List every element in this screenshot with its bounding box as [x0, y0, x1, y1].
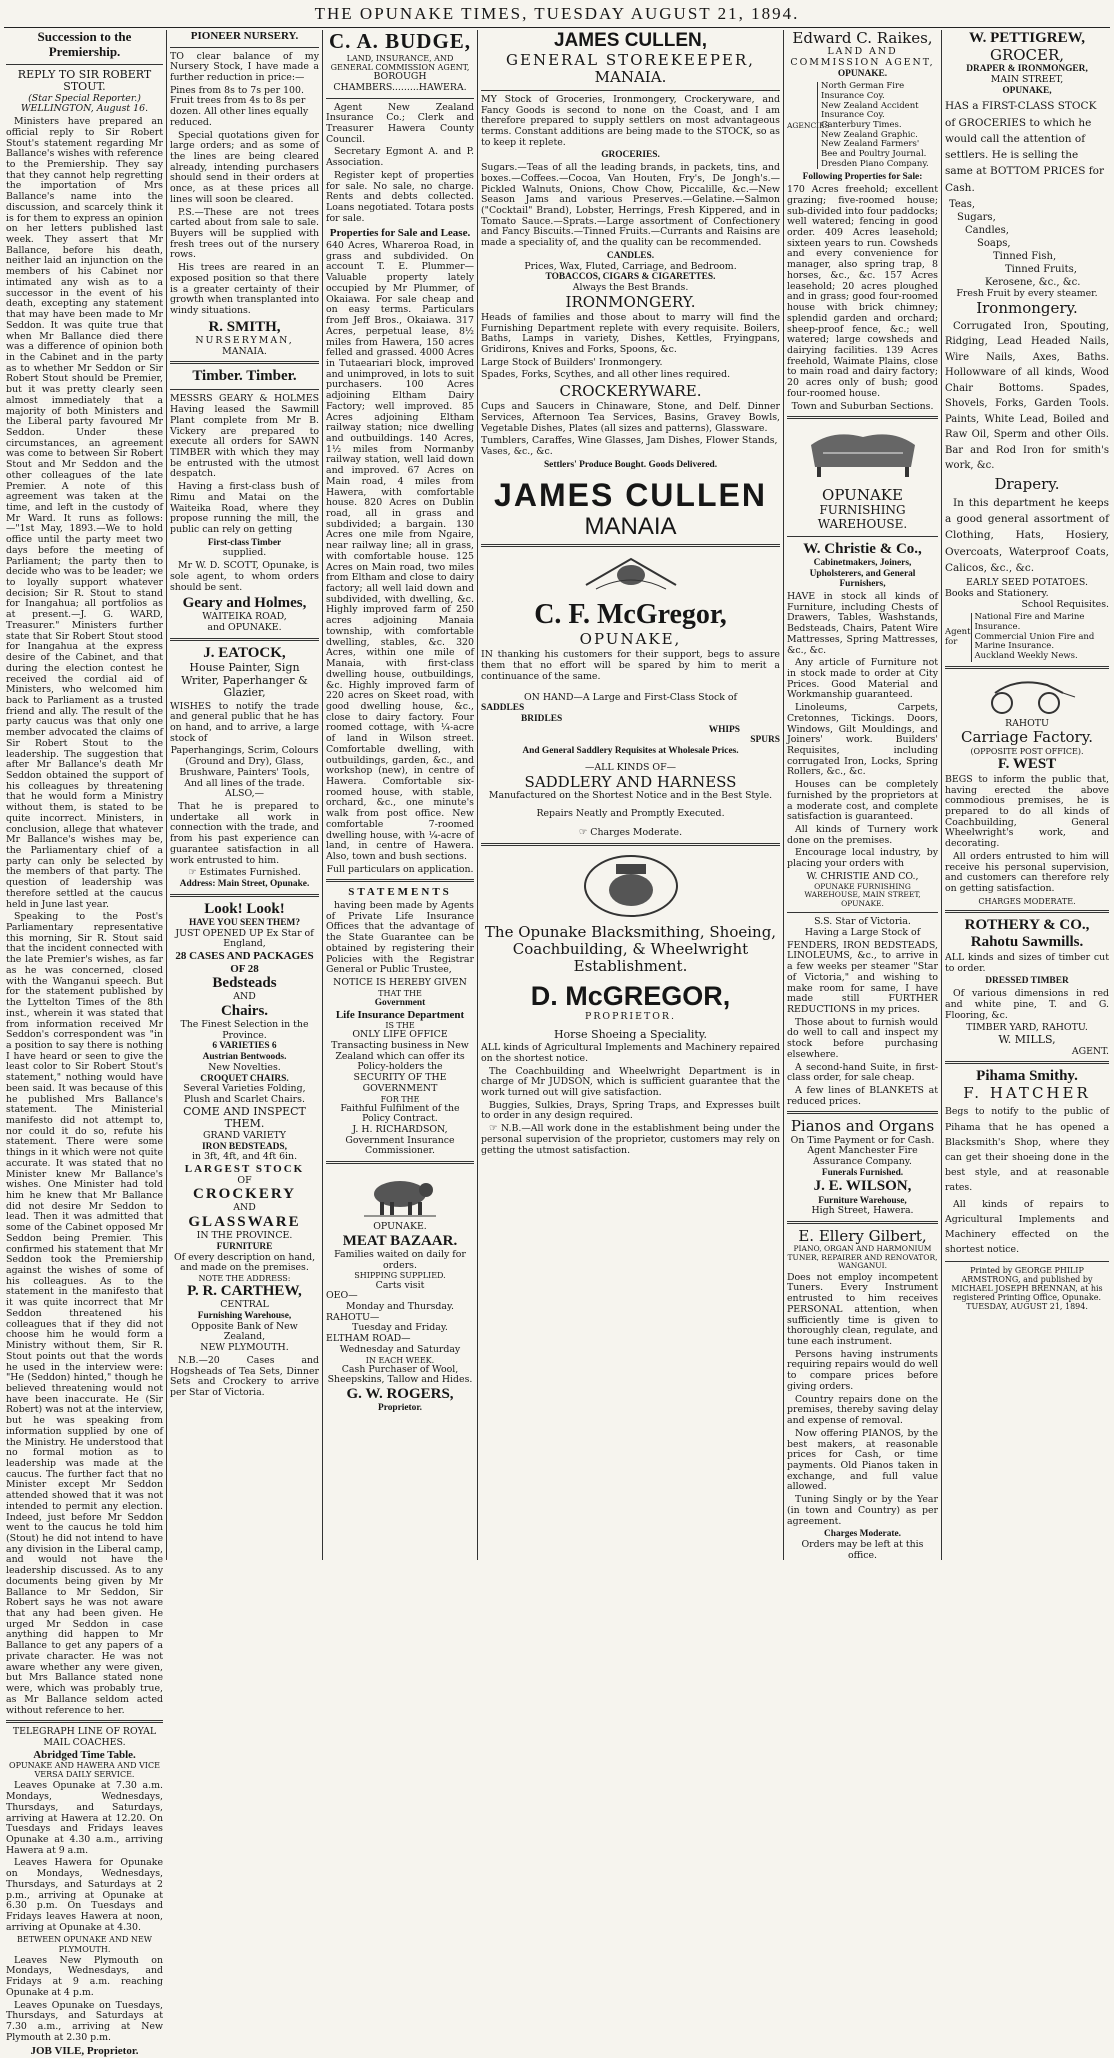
raikes-agencies: [787, 82, 938, 169]
rogers-name: G. W. ROGERS,: [346, 1386, 454, 1403]
article-source: (Star Special Reporter.): [28, 92, 141, 104]
dmcgregor-role: PROPRIETOR.: [585, 1010, 676, 1022]
coach-text: Leaves Opunake on Tuesdays, Thursdays, and Saturdays at 7.30 a.m., arriving at New Plymouth at 2.30 p.m.: [6, 1999, 163, 2043]
pettigrew-grocer: GROCER,: [989, 46, 1065, 65]
masthead: THE OPUNAKE TIMES, TUESDAY AUGUST 21, 1894.: [314, 4, 800, 23]
list-item: Sugars,: [957, 211, 996, 223]
article-paragraph: Ministers have prepared an official reply to Sir Robert Stout's statement regarding Mr Ballance's wishes with reference to the Premiership. They say that they cannot help regretting the importation of Mrs Ballance's name into the discussion, and scarcely think it is for them to express an opinion on her letters published last week. They assert that Mr Ballance, before his death, neither laid an injunction on the members of his Cabinet nor intimated any wish as to a successor in the event of his death, excepting any statement that may have been made to Mr Seddon. It was quite true that when Mr Ballance died there was a difference of opinion both in the Cabinet and in the party as to whether Mr Seddon or Sir Robert Stout should be Premier, but it was pretty clearly seen almost immediately that a majority of both Ministers and the Liberal party favoured Mr Seddon. Under these circumstances, an agreement was come to between Sir Robert Stout and Mr Seddon and the other colleagues of the late Premier. A note of this agreement was taken at the time, and left in the custody of Mr Ward. It runs as follows:—"1st May, 1893.—We to hold office until the party meet two days before the meeting of Parliament; the party then to decide who was to be leader; we to loyally support whatever decision; Sir R. Stout to stand for Inangahua; all portfolios as at present.—J. G. WARD, Treasurer." Ministers further state that Sir Robert Stout stood for Inangahua at the express desire of the Cabinet, and that during the election contest he received the cordial aid of Ministers, who welcomed him back to Parliament as a trusted friend and ally. The result of the party caucus was that only one member advocated the claims of Sir Robert Stout to the leadership. The suggestion that after Mr Ballance's death Mr Seddon obtained the support of his colleagues by threatening that he would form a Ministry without them, is stated to be quite incorrect. Ministers, in conclusion, allege that whatever Mr Ballance's wishes may be, the Parliamentary chief of a party can only be selected by the members of that party. The question of leadership was therefore settled at the caucus held in June last year.: [6, 116, 163, 910]
ad-text: Mr W. D. SCOTT, Opunake, is sole agent, to whom orders should be sent.: [170, 560, 319, 593]
ad-text: Full particulars on application.: [326, 863, 474, 875]
ad-text: MESSRS GEARY & HOLMES Having leased the Sawmill Plant complete from Mr B. Vickery are prepared to execute all orders for SAWN TIMBER with which they may be entrusted with the utmost despatch.: [170, 393, 319, 480]
west-name: F. WEST: [997, 755, 1057, 772]
ad-text: And General Saddlery Requisites at Wholesale Prices.: [522, 746, 739, 757]
ad-text: Buggies, Sulkies, Drays, Spring Traps, and Expresses built to order in any design required.: [481, 1099, 780, 1122]
ad-text: Several Varieties Folding, Plush and Scarlet Chairs.: [183, 1083, 306, 1106]
ad-text: CENTRAL: [220, 1299, 269, 1311]
agency-item: New Zealand Accident Insurance Coy.: [821, 100, 919, 121]
ad-text: Families waited on daily for orders.: [334, 1249, 466, 1271]
ad-text: RAHOTU—: [326, 1311, 380, 1323]
column-rule: [941, 30, 942, 1560]
ad-text: NOTICE IS HEREBY GIVEN: [333, 977, 467, 988]
coach-text: Leaves New Plymouth on Mondays, Wednesdays, and Fridays at 9 a.m. reaching Opunake at 4 p.m.: [6, 1954, 163, 1998]
ad-text: Large Stock of Builders' Ironmongery.: [481, 356, 663, 368]
list-item: Tinned Fruits,: [1005, 263, 1077, 275]
ad-text: W. MILLS,: [998, 1033, 1056, 1047]
ad-text: TO clear balance of my Nursery Stock, I have made a further reduction in price:—: [170, 50, 319, 83]
ad-text: Bedsteads: [212, 975, 277, 992]
coach-signature: JOB VILE, Proprietor.: [30, 2045, 139, 2058]
ad-text: BEGS to inform the public that, having erected the above commodious premises, he is prepared to do all kinds of Coachbuilding, General Wheelwright's work, and decorating.: [945, 773, 1109, 850]
pointing-hand-icon: ☞: [188, 867, 200, 879]
coach-text: Leaves Opunake at 7.30 a.m. Mondays, Wednesdays, Thursdays, and Saturdays, arriving at Hawera at 12.20. On Tuesdays and Fridays leaves Opunake at 4.30 a.m., arriving Hawera at 9 a.m.: [6, 1780, 163, 1856]
ad-text: and OPUNAKE.: [207, 622, 282, 634]
ad-text: Of various dimensions in red and white pine, T. and G. Flooring, &c.: [945, 988, 1109, 1021]
west-place: RAHOTU: [1005, 717, 1049, 729]
ad-text: THAT THE: [378, 988, 422, 998]
ad-text: Register kept of properties for sale. No sale, no charge. Rents and debts collected. Loans negotiated. Totara posts for sale.: [326, 169, 474, 224]
cullen-name: JAMES CULLEN,: [553, 30, 708, 51]
ad-text: That he is prepared to undertake all work in connection with the trade, and from his past experience can guarantee satisfaction in all work entrusted to him.: [170, 801, 319, 866]
ad-text: OPUNAKE,: [1002, 85, 1052, 96]
timber-firm: Geary and Holmes,: [182, 595, 307, 612]
ad-text: OPUNAKE FURNISHING WAREHOUSE, MAIN STREET, OPUNAKE.: [804, 881, 921, 908]
look-title: Look! Look!: [204, 900, 285, 917]
ad-text: Begs to notify to the public of Pihama that he has opened a Blacksmith's Shop, where they can get their shoeing done in the best style, and at reasonable rates.: [945, 1106, 1109, 1193]
agencies-label: Agent for: [945, 626, 971, 647]
pettigrew-list: [945, 198, 1109, 289]
column-rule: [783, 30, 784, 1560]
ad-text: Spades, Forks, Scythes, and all other lines required.: [481, 369, 731, 381]
ad-text: The Finest Selection in the Province.: [180, 1019, 309, 1041]
settlers-line: Settlers' Produce Bought. Goods Delivered.: [543, 459, 718, 470]
budge-role: LAND, INSURANCE, AND GENERAL COMMISSION AGENT,: [330, 53, 470, 73]
article-title: Succession to the Premiership.: [37, 29, 132, 59]
ad-text: Encourage local industry, by placing your orders with: [787, 847, 938, 870]
ad-text: Does not employ incompetent Tuners. Every Instrument entrusted to him receives PERSONAL attention, when sufficiently time is given to thoroughly clean, regulate, and tune each instrument.: [787, 1271, 938, 1348]
properties-title: Properties for Sale and Lease.: [329, 226, 471, 239]
ad-text: Furnishing Warehouse,: [197, 1310, 292, 1321]
ad-text: ALL kinds of Agricultural Implements and Machinery repaired on the shortest notice.: [481, 1042, 780, 1064]
sofa-illustration: [803, 423, 923, 483]
ad-text: W. CHRISTIE AND CO.,: [806, 870, 919, 882]
column-ads-6: [945, 30, 1109, 1560]
ad-text: ☞ Estimates Furnished.: [188, 867, 301, 879]
nursery-name: R. SMITH,: [208, 318, 281, 335]
list-item: Teas,: [949, 198, 976, 210]
ad-text: AND: [233, 1202, 256, 1214]
ad-text: IS THE: [385, 1021, 415, 1031]
agency-item: Auckland Weekly News.: [974, 651, 1078, 662]
ad-text: Cups and Saucers in Chinaware, Stone, and Delf. Dinner Services, Afternoon Tea Services, Basins, Gravey Bowls, Vegetable Dishes, Plates (all sizes and patterns), Glassware.: [481, 401, 780, 434]
ad-text: Linoleums, Carpets, Cretonnes, Tickings. Doors, Windows, Gilt Mouldings, and Joiners' work. Builders' Requisites, including corrugated Iron, Locks, Spring Rollers, &c., &c.: [787, 702, 938, 778]
ad-text: Secretary Egmont A. and P. Association.: [326, 146, 474, 169]
coach-title: TELEGRAPH LINE OF ROYAL MAIL COACHES.: [12, 1726, 157, 1748]
ad-text: supplied.: [222, 547, 267, 559]
ad-text: Special quotations given for large orders; and as some of the lines are being cleared already, intending purchasers should send in their orders at once, as at these prices all lines will soon be cleared.: [170, 129, 319, 205]
cullen-place: MANAIA.: [594, 67, 667, 86]
ad-text: The Coachbuilding and Wheelwright Department is in charge of Mr JUDSON, which is sufficient guarantee that the work turned out will give satisfaction.: [481, 1065, 780, 1099]
mcgregor-place: OPUNAKE,: [579, 630, 682, 649]
ad-text: Having a first-class bush of Rimu and Matai on the Waiteika Road, where they propose running the mill, the public can rely on getting: [170, 481, 319, 536]
saddle-emblem-illustration: [576, 551, 686, 595]
ad-text: Agent Manchester Fire Assurance Company.: [807, 1145, 918, 1168]
ad-text: WISHES to notify the trade and general public that he has on hand, and to arrive, a large stock of: [170, 700, 319, 744]
eatock-address: Address: Main Street, Opunake.: [179, 879, 310, 890]
ad-text: Tumblers, Caraffes, Wine Glasses, Jam Dishes, Flower Stands, Vases, &c., &c.: [481, 435, 778, 458]
ad-text: Of every description on hand, and made on the premises.: [173, 1251, 316, 1274]
dmcgregor-name: D. McGREGOR,: [530, 981, 731, 1012]
ad-text: Now offering PIANOS, by the best makers, at reasonable prices for Cash, or time payments. Old Pianos taken in exchange, and full value allowed.: [787, 1427, 938, 1493]
ad-text: DRESSED TIMBER: [985, 976, 1069, 987]
ad-text: Always the Best Brands.: [572, 282, 689, 294]
ad-text: Transacting business in New Zealand which can offer its Policy-holders the: [331, 1039, 469, 1073]
ad-text: Houses can be completely furnished by the proprietors at a moderate cost, and complete satisfaction is guaranteed.: [787, 779, 938, 823]
pettigrew-drapery: Drapery.: [994, 474, 1060, 493]
ad-text: Fresh Fruit by every steamer.: [956, 287, 1098, 299]
ad-text: SECURITY OF THE GOVERNMENT: [353, 1072, 447, 1094]
ad-text: HAVE YOU SEEN THEM?: [188, 917, 301, 928]
raikes-props-title: Following Properties for Sale:: [802, 172, 923, 183]
pettigrew-ironmongery: Ironmongery.: [976, 298, 1078, 317]
ad-text: IN thanking his customers for their support, begs to assure them that no effort will be spared by him to merit a continuance of the same.: [481, 649, 780, 682]
ad-text: Country repairs done on the premises, thereby saving delay and expense of removal.: [787, 1393, 938, 1427]
meat-title: MEAT BAZAAR.: [342, 1232, 458, 1249]
christie-role: Cabinetmakers, Joiners, Upholsterers, and General Furnishers,: [809, 557, 916, 590]
section-title: GROCERIES.: [601, 150, 660, 161]
ad-text: AGENT.: [1071, 1045, 1109, 1057]
article-subtitle: REPLY TO SIR ROBERT STOUT.: [17, 67, 152, 94]
ad-text: EARLY SEED POTATOES.: [966, 577, 1088, 589]
christie-warehouse: FURNISHING WAREHOUSE.: [817, 503, 908, 532]
ad-text: School Requisites.: [1021, 598, 1109, 610]
ad-item: SADDLES: [481, 703, 525, 714]
coach-subtitle: Abridged Time Table.: [33, 1748, 136, 1761]
agency-item: Dresden Piano Company.: [821, 158, 929, 169]
pianos-title: Pianos and Organs: [790, 1117, 935, 1136]
eatock-name: J. EATOCK,: [203, 644, 286, 661]
ad-text: New Novelties.: [208, 1061, 281, 1073]
ad-item: BRIDLES: [521, 714, 563, 725]
ad-text: SHIPPING SUPPLIED.: [354, 1271, 446, 1281]
ad-text: Tuning Singly or by the Year (in town and Country) as per agreement.: [787, 1494, 938, 1527]
ad-text: Carts visit: [375, 1279, 425, 1291]
column-cullen-mcgregor: [481, 30, 780, 1560]
pihama-title: Pihama Smithy.: [976, 1068, 1078, 1085]
ad-text: 170 Acres freehold; excellent grazing; five-roomed house; sub-divided into four paddocks; well watered; fencing in good order. 409 Acres leasehold; sixteen years to run. Cowsheds and every convenience for manager, also spring trap, 8 horses, &c., &c. 157 Acres leasehold; 20 acres ploughed and in grass; good four-roomed house with brick chimney; splendid garden and orchard; sheep-proof fence, &c.; well watered; large cowsheds and dairying facilities. 139 Acres freehold, Waimate Plains, close to main road and dairy factory; 20 acres only of bush; good four-roomed house.: [787, 184, 938, 399]
ad-text: MY Stock of Groceries, Ironmongery, Crockeryware, and Fancy Goods is second to none on the Coast, and I am therefore prepared to supply settlers on most advantageous terms. Constant additions are being made to the STOCK, so as to keep it replete.: [481, 93, 780, 148]
cullen-big-place: MANAIA: [584, 513, 677, 541]
raikes-role: LAND AND COMMISSION AGENT,: [790, 46, 935, 68]
ad-text: Repairs Neatly and Promptly Executed.: [536, 808, 725, 820]
ad-text: HAS a FIRST-CLASS STOCK of GROCERIES to which he would call the attention of settlers. He is selling the same at BOTTOM PRICES for Cash.: [945, 100, 1104, 194]
ad-text: ☞ Charges Moderate.: [578, 827, 683, 839]
ad-text: Paperhangings, Scrim, Colours (Ground and Dry), Glass, Brushware, Painters' Tools, And all lines of the trade.: [170, 745, 319, 789]
rothery-name: ROTHERY & CO.,: [964, 916, 1090, 933]
budge-address: BOROUGH CHAMBERS.........HAWERA.: [333, 71, 467, 93]
carriage-illustration: [977, 673, 1077, 715]
ad-text: A few lines of BLANKETS at reduced prices.: [787, 1085, 938, 1107]
masthead-rule: [4, 27, 1110, 28]
ad-text: Agent New Zealand Insurance Co.; Clerk and Treasurer Hawera County Council.: [326, 101, 474, 145]
section-title: TOBACCOS, CIGARS & CIGARETTES.: [545, 272, 716, 283]
cullen-big-name: JAMES CULLEN: [494, 476, 767, 513]
gilbert-name: E. Ellery Gilbert,: [798, 1226, 927, 1245]
ad-text: GRAND VARIETY: [203, 1129, 286, 1141]
ad-text: Any article of Furniture not in stock made to order at City Prices. Good Material and Workmanship guaranteed.: [787, 657, 938, 701]
ad-text: in 3ft, 4ft, and 4ft 6in.: [191, 1151, 298, 1163]
mcgregor-name: C. F. McGregor,: [534, 599, 727, 631]
ad-text: LARGEST STOCK: [184, 1162, 305, 1175]
raikes-place: OPUNAKE.: [837, 68, 888, 79]
pointing-hand-icon: ☞: [489, 1123, 501, 1135]
agency-item: Commercial Union Fire and Marine Insurance.: [974, 631, 1095, 652]
ad-text: Those about to furnish would do well to call and inspect my stock before purchasing elsewhere.: [787, 1016, 938, 1060]
ad-text: Manufactured on the Shortest Notice and in the Best Style.: [488, 789, 773, 801]
ad-text: ALSO,—: [225, 788, 264, 800]
ad-text: AND: [233, 991, 256, 1003]
ad-text: JUST OPENED UP Ex Star of England,: [175, 927, 314, 950]
ad-text: Government: [374, 997, 426, 1008]
eatock-role: House Painter, Sign Writer, Paperhanger & Glazier,: [181, 660, 308, 700]
ad-text: CROQUET CHAIRS.: [200, 1073, 289, 1084]
ad-text: Furniture Warehouse,: [818, 1195, 907, 1206]
carthew-name: P. R. CARTHEW,: [187, 1283, 302, 1300]
ad-text: WAITEIKA ROAD,: [202, 611, 287, 623]
ad-text: Heads of families and those about to marry will find the Furnishing Department replete with every requisite. Boilers, Baths, Lamps in variety, Dishes, Kettles, Fryingpans, Gridirons, Knives and Forks, Spoons, &c.: [481, 311, 780, 356]
ad-text: Tuesday and Friday.: [352, 1322, 448, 1334]
ad-text: Chairs.: [220, 1002, 269, 1019]
rothery-title: Rahotu Sawmills.: [970, 933, 1084, 950]
list-item: Tinned Fish,: [993, 250, 1057, 262]
ad-text: —ALL KINDS OF—: [585, 761, 676, 773]
agency-item: New Zealand Farmers' Bee and Poultry Journal.: [821, 139, 927, 160]
ad-text: P.S.—These are not trees carted about from sale to sale. Buyers will be supplied with fresh trees out of the nursery rows.: [170, 206, 319, 261]
ad-text: Books and Stationery.: [945, 587, 1049, 599]
ad-text: All kinds of Turnery work done on the premises.: [787, 824, 938, 846]
ad-text: MAIN STREET,: [990, 73, 1064, 85]
gilbert-role: PIANO, ORGAN AND HARMONIUM TUNER, REPAIRER AND RENOVATOR, WANGANUI.: [787, 1244, 938, 1271]
pettigrew-name: W. PETTIGREW,: [968, 30, 1085, 46]
ad-text: OF: [237, 1174, 252, 1186]
list-item: Kerosene, &c., &c.: [985, 276, 1081, 288]
timber-emphasis: First-class Timber: [207, 537, 282, 548]
ad-text: GLASSWARE: [188, 1214, 301, 1231]
ad-text: FENDERS, IRON BEDSTEADS, LINOLEUMS, &c., to arrive in a few weeks per steamer "Star of Victoria," and wishing to make room for same, I have made still FURTHER REDUCTIONS in my prices.: [787, 939, 938, 1016]
column-ads-5: [787, 30, 938, 1560]
bull-illustration: [360, 1168, 440, 1218]
ad-text: 6 VARIETIES 6: [212, 1041, 277, 1052]
properties-list: 640 Acres, Whareroa Road, in grass and subdivided. On account T. E. Plummer—Valuable property lately occupied by Mr Plummer, of Okaiawa. For sale cheap and on easy terms. Particulars from Jeff Bros., Okaiawa. 317 Acres, perpetual lease, 8½ miles from Hawera, 150 acres felled and grassed. 4000 Acres in Tutaeariari block, improved and unimproved, in lots to suit purchasers. 100 Acres adjoining Eltham Dairy Factory; well improved. 85 Acres adjoining Eltham railway station; nice dwelling and outbuildings. 140 Acres, 1½ miles from Normanby railway station, well laid down and improved. 67 Acres on Main road, 4 miles from Hawera, with comfortable house. 820 Acres on Dublin road, all in grass and subdivided; a bargain. 130 Acres one mile from Ngaire, near railway line; all in grass, with comfortable house. 125 Acres on Main road, two miles from Eltham and close to dairy factory; all well laid down and subdivided, with dwelling, &c. Highly improved farm of 250 acres adjoining Manaia township, with comfortable dwelling, stables, &c. 320 Acres, within one mile of Manaia, with first-class dwelling house, outbuildings, &c. Highly improved farm of 220 acres on Skeet road, with good dwelling house, &c., close to dairy factory. Four roomed cottage, with ¼-acre of land in Wilson street. Comfortable dwelling, with outbuildings, garden, &c., and workshop (new), in centre of Hawera. Comfortable six-roomed house, with stable, orchard, &c., one minute's walk from post office. New comfortable 7-roomed dwelling house, with ¼-acre of land, in centre of Hawera. Also, town and bush sections.: [326, 240, 474, 862]
ad-text: Life Insurance Department: [335, 1008, 465, 1021]
ad-text: (OPPOSITE POST OFFICE).: [970, 746, 1084, 756]
ad-text: Town and Suburban Sections.: [791, 400, 934, 412]
ad-text: CROCKERY: [193, 1186, 296, 1203]
ad-text: SADDLERY AND HARNESS: [524, 772, 737, 791]
ad-text: OEO—: [326, 1290, 358, 1302]
ad-item: SPURS: [750, 735, 780, 746]
ad-text: NEW PLYMOUTH.: [200, 1342, 289, 1354]
ad-text: Prices, Wax, Fluted, Carriage, and Bedroom.: [524, 260, 737, 272]
ad-text: TIMBER YARD, RAHOTU.: [966, 1022, 1088, 1034]
ad-text: Government Insurance Commissioner.: [345, 1134, 455, 1157]
ad-text: FURNITURE: [216, 1241, 273, 1252]
ad-text: having been made by Agents of Private Life Insurance Offices that the advantage of the State Guarantee can be obtained by registering their Policies with the Registrar General or Public Trustee,: [326, 899, 474, 976]
coach-text: Leaves Hawera for Opunake on Mondays, Wednesdays, Thursdays, and Saturdays at 2 p.m., arriving at Opunake at 6.30 p.m. On Tuesdays and Fridays leaves Hawera at noon, arriving at Opunake at 4.30.: [6, 1857, 163, 1933]
ad-text: FOR THE: [380, 1094, 420, 1104]
ad-text: High Street, Hawera.: [811, 1205, 914, 1217]
ad-text: Having a Large Stock of: [804, 926, 921, 938]
column-ads-2: [170, 30, 319, 1560]
ad-text: HAVE in stock all kinds of Furniture, including Chests of Drawers, Tables, Washstands, Bedsteads, Chairs, Patent Wire Mattresses, Spring Mattresses, &c., &c.: [787, 590, 938, 656]
ad-text: 28 CASES AND PACKAGES OF 28: [175, 950, 314, 975]
coach-heading: BETWEEN OPUNAKE AND NEW PLYMOUTH.: [17, 1935, 152, 1954]
blacksmith-title: The Opunake Blacksmithing, Shoeing, Coachbuilding, & Wheelwright Establishment.: [484, 922, 777, 976]
hatcher-name: F. HATCHER: [963, 1084, 1091, 1103]
agency-item: New Zealand Graphic.: [821, 129, 918, 140]
agency-item: Canterbury Times.: [821, 120, 902, 130]
imprint: Printed by GEORGE PHILIP ARMSTRONG, and published by MICHAEL JOSEPH BRENNAN, at his registered Printing Office, Opunake. TUESDAY, AUGUST 21, 1894.: [951, 1265, 1103, 1312]
column-rule: [322, 30, 323, 1560]
ad-text: On Time Payment or for Cash.: [790, 1134, 935, 1146]
ad-text: Monday and Thursday.: [346, 1301, 454, 1312]
agencies-list: [971, 613, 1110, 661]
ad-text: In this department he keeps a good general assortment of Clothing, Hats, Hosiery, Overcoats, Waterproof Coats, Calicos, &c., &c.: [945, 496, 1109, 574]
article-dateline: WELLINGTON, August 16.: [20, 103, 149, 115]
ad-text: Persons having instruments requiring repairs would do well to compare prices before giving orders.: [787, 1348, 938, 1392]
ad-text: Faithful Fulfilment of the Policy Contract.: [340, 1102, 460, 1125]
ad-text: N.B.—20 Cases and Hogsheads of Tea Sets, Dinner Sets and Crockery to arrive per Star of Victoria.: [170, 1354, 319, 1398]
column-rule: [477, 30, 478, 1560]
ad-text: ALL kinds and sizes of timber cut to order.: [945, 951, 1109, 974]
ad-text: IRON BEDSTEADS,: [202, 1141, 287, 1152]
raikes-name: Edward C. Raikes,: [792, 29, 933, 47]
nursery-place: MANAIA.: [222, 345, 267, 357]
ad-text: IN THE PROVINCE.: [196, 1230, 293, 1242]
agency-item: National Fire and Marine Insurance.: [974, 612, 1085, 633]
statements-title: STATEMENTS: [348, 886, 452, 899]
west-title: Carriage Factory.: [961, 728, 1093, 747]
rogers-role: Proprietor.: [378, 1403, 422, 1414]
section-title: CANDLES.: [606, 250, 655, 261]
pointing-hand-icon: ☞: [578, 827, 591, 839]
ad-text: Cash Purchaser of Wool, Sheepskins, Tallow and Hides.: [327, 1363, 473, 1386]
ad-text: Horse Shoeing a Speciality.: [553, 1027, 708, 1041]
cullen-role: GENERAL STOREKEEPER,: [506, 50, 755, 69]
ad-text: Wednesday and Saturday: [339, 1343, 461, 1355]
ad-text: A second-hand Suite, in first-class order, for sale cheap.: [787, 1061, 938, 1084]
christie-name: W. Christie & Co.,: [803, 540, 922, 557]
ad-text: Funerals Furnished.: [821, 1167, 904, 1178]
ad-text: Pines from 8s to 7s per 100. Fruit trees from 4s to 8s per dozen. All other lines equally reduced.: [170, 84, 309, 128]
pettigrew-agencies: [945, 613, 1109, 661]
pettigrew-draper: DRAPER & IRONMONGER,: [966, 64, 1088, 75]
ad-text: ELTHAM ROAD—: [326, 1333, 411, 1345]
column-news: [6, 29, 163, 2058]
christie-opunake: OPUNAKE: [822, 486, 903, 505]
agency-item: North German Fire Insurance Coy.: [821, 81, 905, 101]
ad-item: WHIPS: [708, 724, 740, 735]
ad-text: COME AND INSPECT THEM.: [183, 1104, 306, 1131]
ad-text: Orders may be left at this office.: [801, 1538, 924, 1561]
ad-text: S.S. Star of Victoria.: [814, 916, 911, 928]
ad-text: Charges Moderate.: [823, 1529, 902, 1540]
section-title: CROCKERYWARE.: [559, 382, 702, 401]
list-item: Soaps,: [977, 237, 1011, 249]
coach-heading: OPUNAKE AND HAWERA AND VICE VERSA DAILY SERVICE.: [9, 1761, 160, 1780]
agencies-list: [817, 82, 938, 169]
nursery-title: PIONEER NURSERY.: [190, 30, 299, 42]
ad-text: NOTE THE ADDRESS:: [198, 1274, 291, 1283]
ad-text: All kinds of repairs to Agricultural Implements and Machinery effected on the shortest notice.: [945, 1198, 1109, 1255]
wilson-name: J. E. WILSON,: [813, 1178, 912, 1195]
ad-text: Sugars.—Teas of all the leading brands, in packets, tins, and boxes.—Coffees.—Cocoa, Van Houten, Fry's, De Jongh's.—Pickled Walnuts, Onions, Chow Chow, Piccalille, &c.—New Season Jams and various Preserves.—Gelatine.—Salmon ("Cocktail" Brand), Lobster, Herrings, Fresh Kippered, and in Tomato Sauce.—Sprats.—Large assortment of Confectionery and Fancy Biscuits.—Tinned Fruits.—Currants and Raisins are made a speciality of, and the quality can be recommended.: [481, 162, 780, 249]
section-title: IRONMONGERY.: [565, 292, 696, 311]
ad-text: His trees are reared in an exposed position so that there is a greater certainty of their growth when transplanted into windy situations.: [170, 262, 319, 317]
meat-place: OPUNAKE.: [373, 1221, 427, 1233]
ad-text: J. H. RICHARDSON,: [352, 1124, 448, 1136]
ad-text: ONLY LIFE OFFICE: [352, 1029, 448, 1041]
ad-text: CHARGES MODERATE.: [978, 896, 1076, 906]
timber-title: Timber. Timber.: [192, 368, 297, 385]
agencies-label: AGENCIES: [787, 120, 830, 130]
blacksmith-illustration: [576, 850, 686, 920]
column-rule: [166, 30, 167, 1560]
ad-text: All orders entrusted to him will receive his personal supervision, and customers can therefore rely on getting satisfaction.: [945, 850, 1109, 894]
ad-text: Opposite Bank of New Zealand,: [191, 1320, 298, 1343]
ad-text: ☞ N.B.—All work done in the establishment being under the personal supervision of the proprietor, customers may rely on getting the utmost satisfaction.: [481, 1123, 780, 1156]
budge-name: C. A. BUDGE,: [328, 29, 472, 53]
ad-text: Corrugated Iron, Spouting, Ridging, Lead Headed Nails, Wire Nails, Axes, Baths. Hollowware of all kinds, Wood Chair Bottoms. Spades, Shovels, Forks, Garden Tools. Paints, White Lead, Boiled and Raw Oil, Sperm and other Oils. Bar and Rod Iron for smith's work, &c.: [945, 320, 1109, 472]
article-paragraph: Speaking to the Post's Parliamentary representative this morning, Sir R. Stout said that the incident connected with the late Premier's wishes, as far as he was concerned, closed with the Wanganui speech. But for the statement published by the Lyttelton Times of the 8th inst., wherein it was stated that from information received Mr Seddon's correspondent was "in a position to say there is nothing I have heard or seen to give the least color to Sir Robert Stout's statement," nothing would have been said. It was because of this he published Mrs Ballance's statement. The Ministerial manifesto did not attempt to, nor could it do so, refute his statement. There were some things in it which were not quite accurate. It was stated that no Minister knew Mr Ballance's wishes. One Minister had told him he knew that Mr Ballance did not desire Mr Seddon to lead. Then it was admitted that some of the Cabinet opposed Mr Seddon being Premier. This confirmed his statement that Mr Seddon took the Premiership against the wishes of some of his colleagues. As to the statement in the manifesto that it was quite incorrect that Mr Seddon threatened his colleagues that if they did not choose him he would form a Ministry without them, Sir R. Stout points out that the words he used in the interview were: "He (Seddon) hinted," though he believed threatening would not have been inaccurate. He (Sir Robert) was not at the interview, but he was speaking from information supplied by one of the Ministry. He understood that no formal motion as to leadership was made at the caucus. The further fact that no Minister except Mr Seddon attended showed that it was not intended to permit any election. Indeed, just before Mr Seddon went to the caucus he told him (Stout) he did not intend to have any division in the Liberal camp, and would not have the leadership discussed. As to any documents being given by Mr Ballance to Mr Seddon, Sir Robert says he was not aware that any had been given. He urged Mr Seddon in case anything did happen to Mr Ballance to get any papers of a private character. He was not aware whether any were given, but Mrs Ballance stated none were, which was probably true, as Mr Ballance seldom acted without reference to her.: [6, 911, 163, 1716]
ad-text: Austrian Bentwoods.: [202, 1052, 287, 1063]
nursery-role: NURSERYMAN,: [195, 334, 294, 346]
ad-text: ON HAND—A Large and First-Class Stock of: [523, 691, 738, 703]
ad-text: IN EACH WEEK.: [365, 1355, 435, 1365]
list-item: Candles,: [965, 224, 1009, 236]
column-ads-3: [326, 30, 474, 1560]
